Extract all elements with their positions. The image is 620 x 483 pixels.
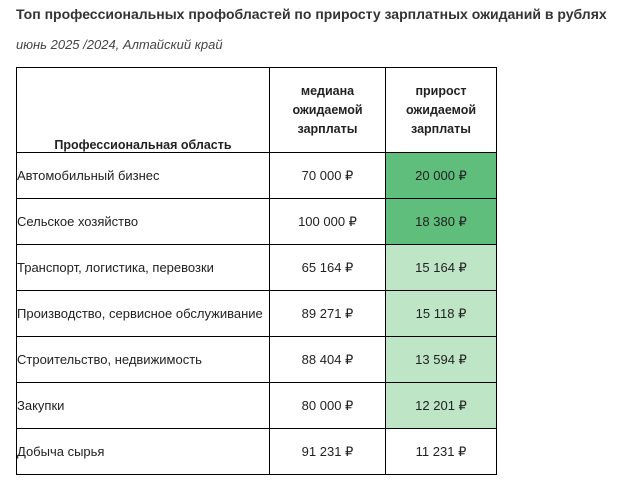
- header-growth-line2: ожидаемой: [405, 102, 477, 117]
- median-cell: 100 000 ₽: [270, 199, 386, 245]
- salary-table: [16, 67, 497, 475]
- growth-cell: 15 118 ₽: [386, 291, 497, 337]
- growth-cell: 20 000 ₽: [386, 153, 497, 199]
- page-title: Топ профессиональных профобластей по приросту зарплатных ожиданий в рублях: [16, 6, 607, 22]
- header-median: [270, 68, 386, 153]
- table-row: [17, 291, 497, 337]
- header-growth: [386, 68, 497, 153]
- median-cell: 91 231 ₽: [270, 429, 386, 475]
- median-cell: 65 164 ₽: [270, 245, 386, 291]
- table-header-row: [17, 68, 497, 153]
- growth-cell: 15 164 ₽: [386, 245, 497, 291]
- table-row: [17, 383, 497, 429]
- table-row: [17, 199, 497, 245]
- area-cell: Сельское хозяйство: [17, 199, 270, 245]
- header-median-line3: зарплаты: [297, 121, 358, 136]
- page-subtitle: июнь 2025 /2024, Алтайский край: [16, 37, 223, 52]
- table-row: [17, 429, 497, 475]
- header-growth-line3: зарплаты: [411, 121, 471, 136]
- table-row: [17, 337, 497, 383]
- header-growth-line1: прирост: [415, 83, 467, 98]
- header-median-line1: медиана: [300, 83, 355, 98]
- area-cell: Закупки: [17, 383, 270, 429]
- growth-cell: 12 201 ₽: [386, 383, 497, 429]
- median-cell: 88 404 ₽: [270, 337, 386, 383]
- area-cell: Добыча сырья: [17, 429, 270, 475]
- header-median-line2: ожидаемой: [292, 102, 363, 117]
- growth-cell: 18 380 ₽: [386, 199, 497, 245]
- growth-cell: 11 231 ₽: [386, 429, 497, 475]
- area-cell: Транспорт, логистика, перевозки: [17, 245, 270, 291]
- growth-cell: 13 594 ₽: [386, 337, 497, 383]
- median-cell: 89 271 ₽: [270, 291, 386, 337]
- area-cell: Строительство, недвижимость: [17, 337, 270, 383]
- table-row: [17, 153, 497, 199]
- header-area: Профессиональная область: [17, 68, 270, 153]
- median-cell: 80 000 ₽: [270, 383, 386, 429]
- area-cell: Производство, сервисное обслуживание: [17, 291, 270, 337]
- median-cell: 70 000 ₽: [270, 153, 386, 199]
- table-row: [17, 245, 497, 291]
- area-cell: Автомобильный бизнес: [17, 153, 270, 199]
